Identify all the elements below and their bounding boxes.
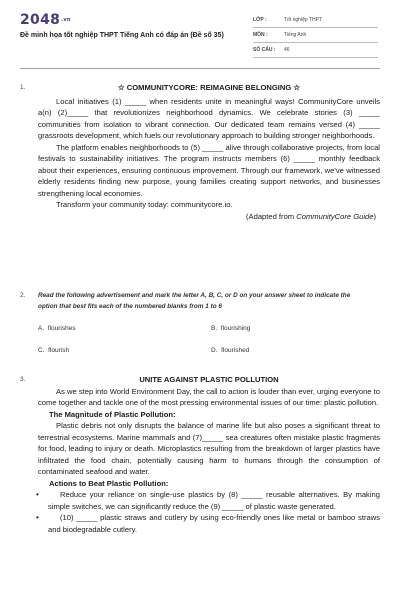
document-title: Đề minh họa tốt nghiệp THPT Tiếng Anh có đáp án (Đề số 35) (20, 32, 224, 39)
option-text: flourished (221, 347, 250, 354)
answer-option-b[interactable] (211, 325, 250, 332)
passage-paragraph: Local initiatives (1) _____ when residents unite in meaningful ways! CommunityCore unveils a(n) (2)_____ that revolutionizes neighborhood dynamics. We celebrate stories (3) _____ communities from isolation to vibrant connection. Our dedicated team remains versed (4) _____ grassroots development, which fuels our revolutionary approach to building stronger neighborhoods. (38, 96, 380, 140)
bullet-text: Reduce your reliance on single-use plastics by (8) _____ reusable alternatives. By making simple switches, we can significantly reduce the (9) _____ of plastic waste generated. (48, 490, 380, 511)
meta-value: Tốt nghiệp THPT (284, 17, 322, 23)
question-number: 1. (20, 84, 26, 91)
site-logo[interactable] (20, 12, 71, 28)
passage-paragraph: The platform enables neighborhoods to (5) _____ alive through collaborative projects, from local festivals to sustainability initiatives. The program instructs members (6) _____ monthly feedback about their experiences, ensuring continuous improvement. Through our framework, we've witnessed elderly residents finding new purpose, young families creating support networks, and businesses strengthening local economies. (38, 142, 380, 198)
source-name: CommunityCore Guide (296, 211, 374, 221)
option-label: B. (211, 325, 218, 332)
answer-option-a[interactable] (38, 325, 76, 332)
passage-paragraph: Plastic debris not only disrupts the balance of marine life but also poses a significant threat to terrestrial ecosystems. Marine mammals and (7)_____ sea creatures often mistake plastic fragments for food, leading to injury or death. Microplastics resulting from the breakdown of larger plastics have infiltrated the food chain, potentially causing harm to humans through the consumption of contaminated seafood and water. (38, 421, 380, 476)
meta-key: LỚP : (253, 17, 267, 23)
meta-key: MÔN : (253, 32, 268, 38)
option-text: flourishes (47, 325, 76, 332)
passage-title: ☆ COMMUNITYCORE: REIMAGINE BELONGING ☆ (117, 83, 301, 92)
meta-row-class (253, 14, 378, 28)
answer-option-d[interactable] (211, 347, 249, 354)
option-text: flourish (48, 347, 70, 354)
answer-option-c[interactable] (38, 347, 69, 354)
question-number: 2. (20, 292, 26, 299)
bullet-icon: • (36, 490, 39, 499)
option-label: D. (211, 347, 218, 354)
passage-title: UNITE AGAINST PLASTIC POLLUTION (139, 375, 279, 384)
section-heading: The Magnitude of Plastic Pollution: (49, 409, 176, 419)
question-3-passage (38, 374, 380, 535)
bullet-icon: • (36, 513, 39, 522)
header-divider (20, 68, 380, 69)
question-number: 3. (20, 376, 26, 383)
source-suffix: ) (373, 211, 376, 221)
option-text: flourishing (220, 325, 251, 332)
logo-text: 2048 (20, 12, 61, 28)
option-label: A. (38, 325, 45, 332)
meta-value: 46 (284, 47, 290, 53)
bullet-text: (10) _____ plastic straws and cutlery by using eco-friendly ones like metal or bamboo straws and biodegradable cutlery. (48, 513, 380, 534)
bullet-item (38, 512, 380, 535)
source-prefix: (Adapted from (246, 211, 297, 221)
section-heading: Actions to Beat Plastic Pollution: (49, 478, 169, 488)
question-1-passage (38, 82, 380, 222)
passage-paragraph: Transform your community today: communitycore.io. (56, 200, 233, 209)
bullet-item (38, 489, 380, 512)
meta-row-count (253, 44, 378, 58)
logo-suffix: .vn (61, 17, 71, 23)
meta-key: SỐ CÂU : (253, 47, 276, 53)
question-instruction: Read the following advertisement and mark the letter A, B, C, or D on your answer sheet to indicate the option that best fits each of the numbered blanks from 1 to 6 (38, 292, 351, 310)
meta-value: Tiếng Anh (284, 32, 307, 38)
meta-row-subject (253, 29, 378, 43)
page-header (0, 0, 400, 68)
option-label: C. (38, 347, 45, 354)
passage-source (38, 211, 380, 223)
passage-paragraph: As we step into World Environment Day, the call to action is louder than ever, urging everyone to come together and tackle one of the most pressing environmental issues of our time: plastic pollution. (38, 386, 380, 407)
